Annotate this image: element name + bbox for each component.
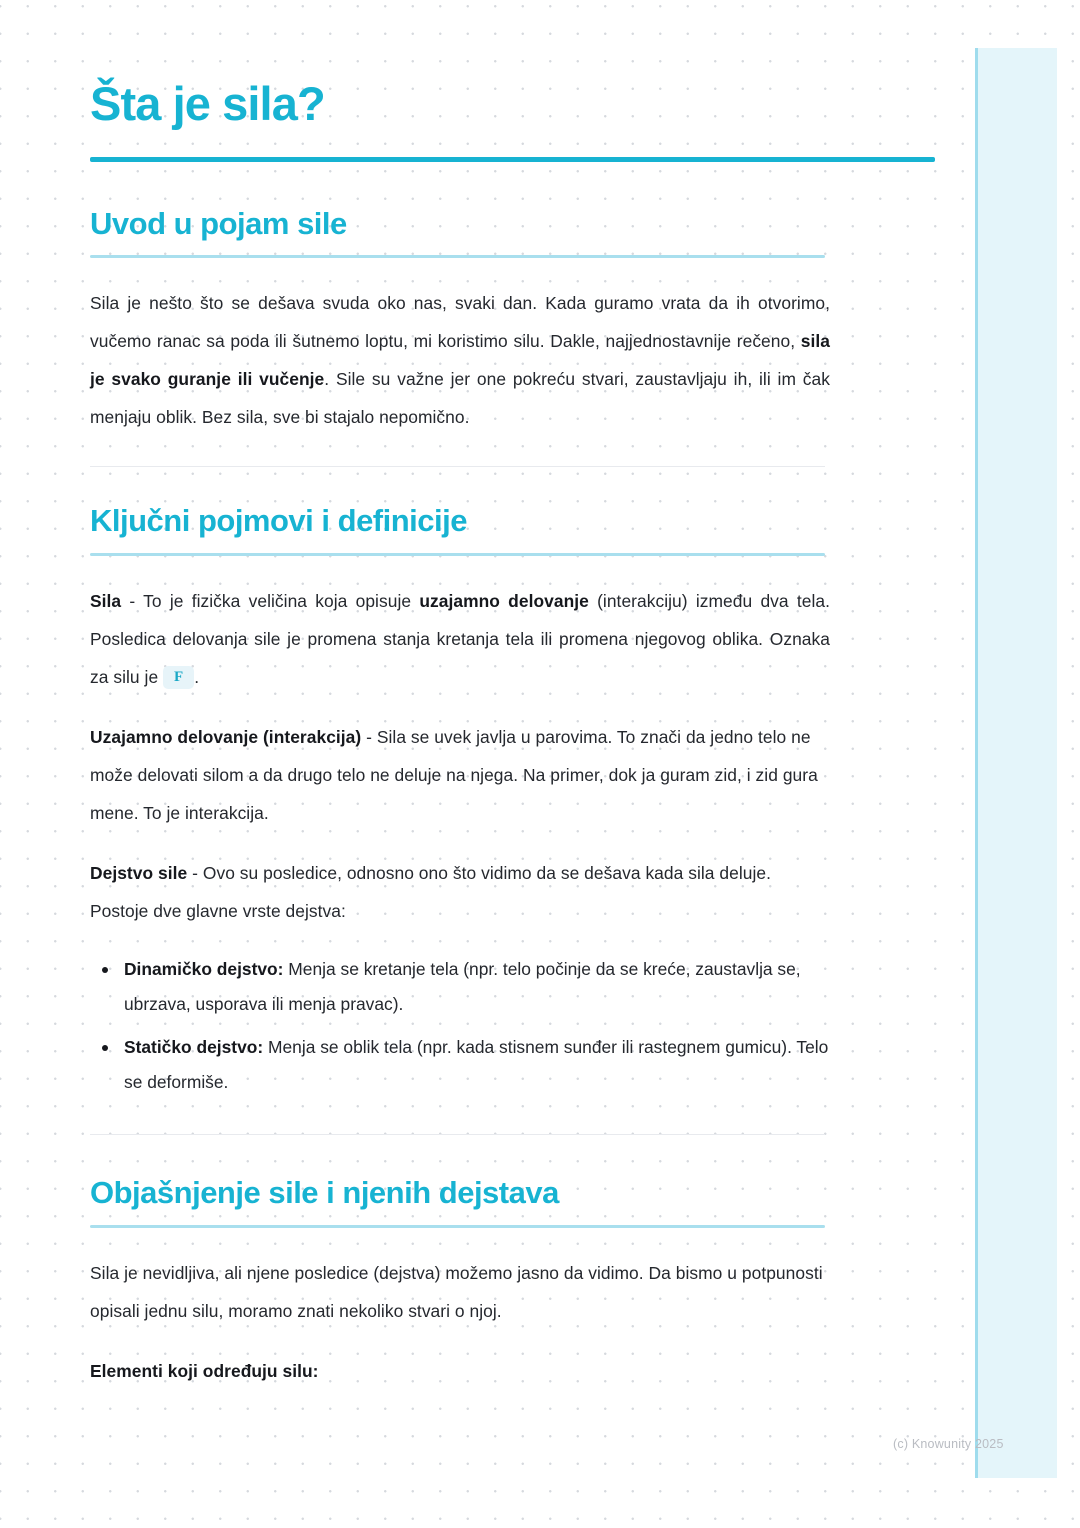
paragraph-bold-phrase: sila je svako guranje ili vučenje: [90, 331, 830, 390]
section-underline-rule: [90, 553, 825, 556]
list-item: [124, 1030, 830, 1100]
definition-term: Dejstvo sile: [90, 862, 188, 883]
section-divider: [90, 466, 825, 467]
section-underline-rule: [90, 255, 825, 258]
dejstvo-bullet-list: [90, 952, 830, 1100]
section-heading-kljucni-pojmovi: Ključni pojmovi i definicije: [90, 503, 467, 539]
list-item-text: Menja se kretanje tela (npr. telo počinje da se kreće, zaustavlja se, ubrzava, usporava ili menja pravac).: [124, 958, 801, 1014]
list-item-label: Statičko dejstvo:: [124, 1036, 264, 1057]
definition-text-part: (interakciju) između dva tela. Posledica delovanja sile je promena stanja kretanja tela ili promena njegovog oblika. Oznaka za silu je: [90, 590, 830, 687]
paragraph-text-part: . Sile su važne jer one pokreću stvari, zaustavljaju ih, ili im čak menjaju oblik. Bez sila, sve bi stajalo nepomično.: [90, 369, 830, 428]
footer-copyright: (c) Knowunity 2025: [893, 1437, 1004, 1451]
paragraph-text-part: Sila je nešto što se dešava svuda oko nas, svaki dan. Kada guramo vrata da ih otvorimo, vučemo ranac sa poda ili šutnemo loptu, mi koristimo silu. Dakle, najjednostavnije rečeno,: [90, 293, 830, 352]
list-item: [124, 952, 830, 1022]
definition-dejstvo-sile: [90, 854, 830, 930]
formula-chip-force-symbol: F: [163, 666, 194, 690]
section-heading-uvod: Uvod u pojam sile: [90, 205, 347, 241]
subheading-text: Elementi koji određuju silu:: [90, 1360, 319, 1381]
definition-text-part: - Ovo su posledice, odnosno ono što vidimo da se dešava kada sila deluje. Postoje dve glavne vrste dejstva:: [90, 862, 772, 921]
section-divider: [90, 1134, 825, 1135]
definition-uzajamno-delovanje: [90, 718, 830, 832]
document-content: [90, 78, 830, 1390]
section-heading-objasnjenje: Objašnjenje sile i njenih dejstava: [90, 1174, 559, 1210]
definition-sila: [90, 582, 830, 696]
paragraph-uvod: [90, 284, 830, 436]
definition-term: Uzajamno delovanje (interakcija): [90, 726, 362, 747]
definition-term: Sila: [90, 590, 122, 611]
list-item-text: Menja se oblik tela (npr. kada stisnem sunđer ili rastegnem gumicu). Telo se deformiše.: [124, 1036, 829, 1092]
definition-bold-phrase: uzajamno delovanje: [419, 590, 589, 611]
decorative-side-panel: [975, 48, 1057, 1478]
title-underline-rule: [90, 157, 935, 162]
page-title: Šta je sila?: [90, 77, 325, 130]
definition-text-part: - To je fizička veličina koja opisuje: [121, 590, 420, 611]
subheading-elementi: [90, 1352, 830, 1390]
list-item-label: Dinamičko dejstvo:: [124, 958, 284, 979]
paragraph-objasnjenje: Sila je nevidljiva, ali njene posledice (dejstva) možemo jasno da vidimo. Da bismo u potpunosti opisali jednu silu, moramo znati nekoliko stvari o njoj.: [90, 1262, 823, 1321]
definition-text-part: - Sila se uvek javlja u parovima. To znači da jedno telo ne može delovati silom a da drugo telo ne deluje na njega. Na primer, dok ja guram zid, i zid gura mene. To je interakcija.: [90, 726, 818, 823]
section-underline-rule: [90, 1225, 825, 1228]
definition-text-part: .: [194, 666, 200, 687]
